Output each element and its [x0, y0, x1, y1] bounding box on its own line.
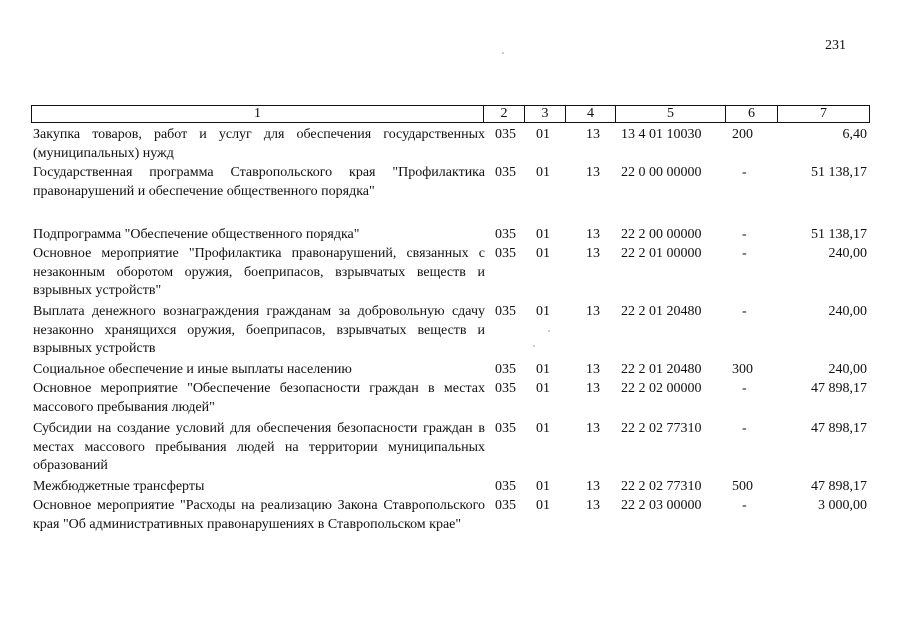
- row-amount: 240,00: [828, 246, 867, 261]
- row-target-article: 22 2 01 00000: [621, 246, 702, 261]
- header-cell-1: 1: [32, 106, 484, 122]
- header-cell-6: 6: [726, 106, 778, 122]
- row-section-code: 01: [536, 246, 550, 261]
- row-subsection-code: 13: [586, 246, 600, 261]
- row-ved-code: 035: [495, 362, 516, 377]
- row-name: Выплата денежного вознаграждения гражданам за добровольную сдачу незаконно хранящихся оружия, боеприпасов, взрывчатых веществ и взрывных устройств: [33, 304, 485, 356]
- row-amount: 51 138,17: [811, 227, 867, 242]
- scan-speck: [548, 330, 550, 332]
- row-expense-type: -: [742, 381, 747, 396]
- row-expense-type: 500: [732, 479, 753, 494]
- row-name: Социальное обеспечение и иные выплаты населению: [33, 362, 352, 377]
- row-amount: 3 000,00: [818, 498, 867, 513]
- row-target-article: 22 2 01 20480: [621, 304, 702, 319]
- row-name: Подпрограмма "Обеспечение общественного порядка": [33, 227, 360, 242]
- row-subsection-code: 13: [586, 227, 600, 242]
- header-cell-5: 5: [616, 106, 726, 122]
- row-ved-code: 035: [495, 479, 516, 494]
- row-subsection-code: 13: [586, 421, 600, 436]
- row-section-code: 01: [536, 362, 550, 377]
- row-name: Субсидии на создание условий для обеспечения безопасности граждан в местах массового пребывания людей на территории муниципальных образований: [33, 421, 485, 473]
- row-ved-code: 035: [495, 246, 516, 261]
- row-ved-code: 035: [495, 165, 516, 180]
- row-amount: 47 898,17: [811, 421, 867, 436]
- row-target-article: 22 2 03 00000: [621, 498, 702, 513]
- row-section-code: 01: [536, 421, 550, 436]
- row-ved-code: 035: [495, 127, 516, 142]
- row-expense-type: -: [742, 421, 747, 436]
- row-ved-code: 035: [495, 227, 516, 242]
- row-expense-type: -: [742, 227, 747, 242]
- page-number: 231: [825, 38, 846, 53]
- row-expense-type: 300: [732, 362, 753, 377]
- row-section-code: 01: [536, 381, 550, 396]
- row-ved-code: 035: [495, 421, 516, 436]
- row-subsection-code: 13: [586, 479, 600, 494]
- row-amount: 47 898,17: [811, 479, 867, 494]
- row-name: Государственная программа Ставропольского края "Профилактика правонарушений и обеспечение общественного порядка": [33, 165, 485, 199]
- row-section-code: 01: [536, 304, 550, 319]
- header-cell-2: 2: [484, 106, 525, 122]
- row-expense-type: -: [742, 304, 747, 319]
- row-section-code: 01: [536, 127, 550, 142]
- row-target-article: 22 2 02 77310: [621, 479, 702, 494]
- header-cell-3: 3: [525, 106, 566, 122]
- row-subsection-code: 13: [586, 127, 600, 142]
- row-ved-code: 035: [495, 304, 516, 319]
- table-header-row: [31, 105, 870, 123]
- row-amount: 47 898,17: [811, 381, 867, 396]
- row-ved-code: 035: [495, 381, 516, 396]
- row-expense-type: -: [742, 246, 747, 261]
- row-amount: 6,40: [842, 127, 867, 142]
- row-name: Межбюджетные трансферты: [33, 479, 205, 494]
- row-name: Закупка товаров, работ и услуг для обеспечения государственных (муниципальных) нужд: [33, 127, 485, 161]
- row-section-code: 01: [536, 165, 550, 180]
- header-cell-4: 4: [566, 106, 616, 122]
- row-name: Основное мероприятие "Обеспечение безопасности граждан в местах массового пребывания людей": [33, 381, 485, 415]
- scan-speck: [502, 52, 504, 54]
- row-amount: 51 138,17: [811, 165, 867, 180]
- row-target-article: 22 2 01 20480: [621, 362, 702, 377]
- row-target-article: 13 4 01 10030: [621, 127, 702, 142]
- row-section-code: 01: [536, 479, 550, 494]
- row-name: Основное мероприятие "Расходы на реализацию Закона Ставропольского края "Об административных правонарушениях в Ставропольском крае": [33, 498, 485, 532]
- row-subsection-code: 13: [586, 304, 600, 319]
- row-expense-type: -: [742, 498, 747, 513]
- row-expense-type: -: [742, 165, 747, 180]
- row-amount: 240,00: [828, 304, 867, 319]
- row-expense-type: 200: [732, 127, 753, 142]
- scan-speck: [533, 345, 535, 347]
- row-amount: 240,00: [828, 362, 867, 377]
- row-ved-code: 035: [495, 498, 516, 513]
- row-subsection-code: 13: [586, 362, 600, 377]
- row-target-article: 22 2 02 77310: [621, 421, 702, 436]
- row-target-article: 22 0 00 00000: [621, 165, 702, 180]
- row-section-code: 01: [536, 498, 550, 513]
- row-subsection-code: 13: [586, 165, 600, 180]
- row-name: Основное мероприятие "Профилактика правонарушений, связанных с незаконным оборотом оружия, боеприпасов, взрывчатых веществ и взрывных устройств": [33, 246, 485, 298]
- row-subsection-code: 13: [586, 381, 600, 396]
- row-subsection-code: 13: [586, 498, 600, 513]
- row-target-article: 22 2 02 00000: [621, 381, 702, 396]
- header-cell-7: 7: [820, 106, 827, 121]
- row-section-code: 01: [536, 227, 550, 242]
- row-target-article: 22 2 00 00000: [621, 227, 702, 242]
